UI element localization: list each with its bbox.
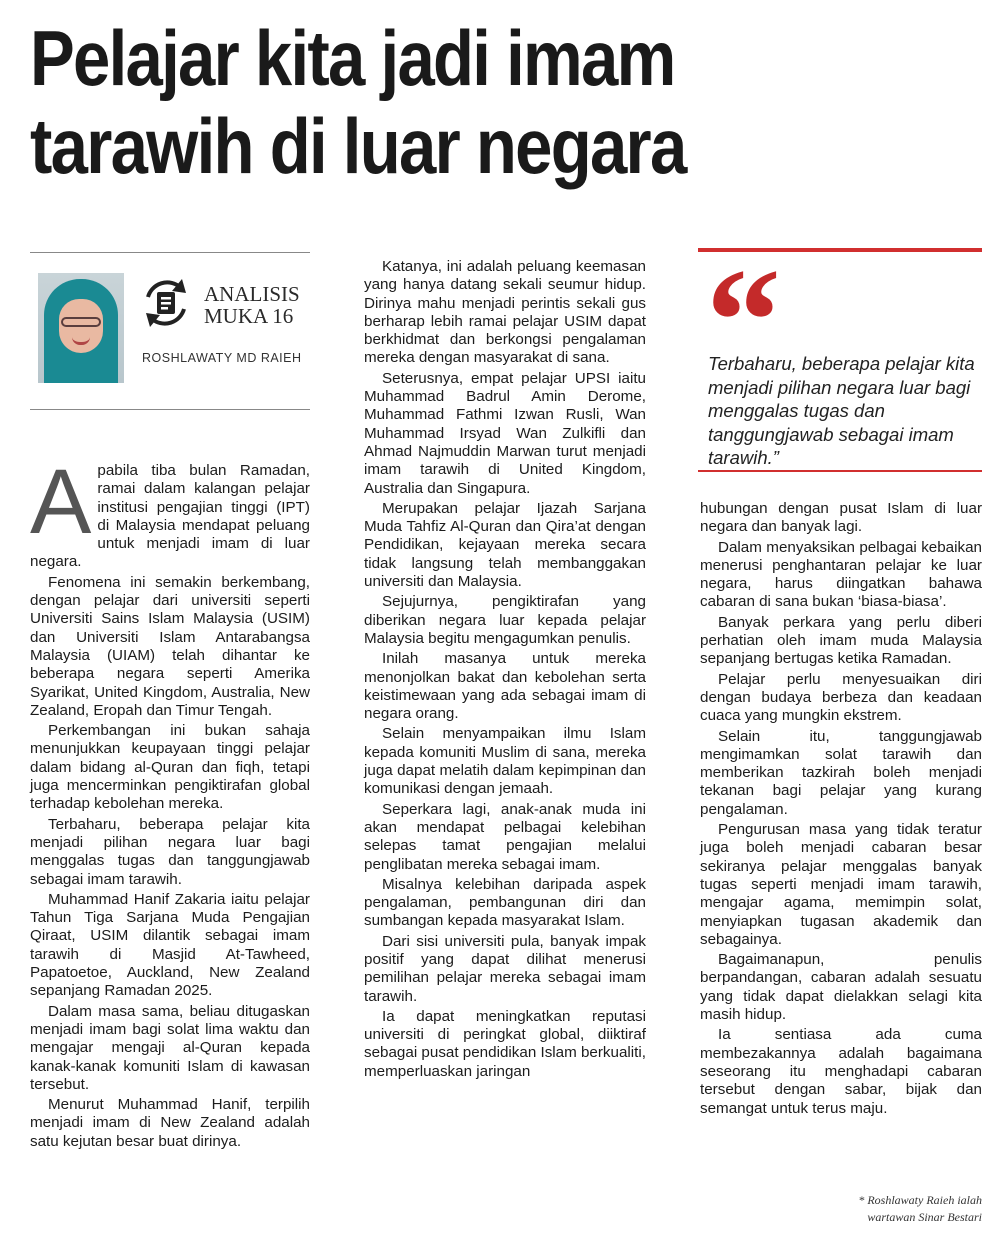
paragraph: Dalam masa sama, beliau ditugaskan menjadi imam bagi solat lima waktu dan mengajar mengaji al-Quran kepada kanak-kanak komuniti Islam di kawasan tersebut.: [30, 1002, 310, 1093]
footnote-line-1: * Roshlawaty Raieh ialah: [858, 1193, 982, 1207]
paragraph: Fenomena ini semakin berkembang, dengan pelajar dari universiti seperti Universiti Sains Islam Malaysia (USIM) dan Universiti Islam Antarabangsa Malaysia (UIAM) telah dihantar ke beberapa negara seperti Amerika Syarikat, United Kingdom, Australia, New Zealand, Eropah dan Timur Tengah.: [30, 573, 310, 719]
paragraph: Sejujurnya, pengiktirafan yang diberikan negara luar kepada pelajar Malaysia begitu mengagumkan penulis.: [364, 593, 646, 647]
paragraph: Merupakan pelajar Ijazah Sarjana Muda Tahfiz Al-Quran dan Qira’at dengan Pendidikan, kejayaan mereka secara tidak langsung telah membanggakan universiti dan Malaysia.: [364, 499, 646, 591]
author-footnote: [760, 1192, 982, 1226]
paragraph: Ia sentiasa ada cuma membezakannya adalah bagaimana seseorang itu menghadapi cabaran tersebut dengan sabar, bijak dan semangat untuk terus maju.: [700, 1026, 982, 1117]
paragraph: Perkembangan ini bukan sahaja menunjukkan keupayaan tinggi pelajar dalam bidang al-Quran dan fiqh, tetapi juga mencerminkan pengiktirafan global terhadap kebolehan mereka.: [30, 722, 310, 813]
paragraph: Dari sisi universiti pula, banyak impak positif yang dapat dilihat menerusi pemilihan pelajar mereka sebagai imam tarawih.: [364, 932, 646, 1005]
paragraph: Inilah masanya untuk mereka menonjolkan bakat dan kebolehan serta keistimewaan yang ada sebagai imam di negara orang.: [364, 650, 646, 723]
author-name: ROSHLAWATY MD RAIEH: [142, 351, 302, 365]
analysis-document-cycle-icon: [138, 275, 194, 331]
paragraph: Terbaharu, beberapa pelajar kita menjadi pilihan negara luar bagi menggalas tugas dan tanggungjawab sebagai imam tarawih.: [30, 815, 310, 888]
pull-quote-text: Terbaharu, beberapa pelajar kita menjadi pilihan negara luar bagi menggalas tugas dan tanggungjawab sebagai imam tarawih.”: [708, 353, 975, 468]
analysis-label: [204, 283, 314, 327]
paragraph: Menurut Muhammad Hanif, terpilih menjadi imam di New Zealand adalah satu kejutan besar buat dirinya.: [30, 1096, 310, 1150]
quote-mark-icon: “: [706, 238, 781, 404]
paragraph: Muhammad Hanif Zakaria iaitu pelajar Tahun Tiga Sarjana Muda Pengajian Qiraat, USIM dilantik sebagai imam tarawih di Masjid At-Tawheed, Papatoetoe, Auckland, New Zealand sepanjang Ramadan 2025.: [30, 890, 310, 1000]
analysis-label-line-2: MUKA 16: [204, 304, 294, 328]
drop-cap: A: [30, 451, 92, 553]
paragraph: Misalnya kelebihan daripada aspek pengalaman, pembangunan diri dan sumbangan kepada masyarakat Islam.: [364, 875, 646, 930]
paragraph: Selain menyampaikan ilmu Islam kepada komuniti Muslim di sana, mereka juga dapat melatih dalam kepimpinan dan komunikasi dengan jemaah.: [364, 725, 646, 798]
author-photo: [38, 273, 124, 383]
paragraph: Pengurusan masa yang tidak teratur juga boleh menjadi cabaran besar sekiranya pelajar menggalas banyak tugas seperti menjadi imam tarawih, mengajar agama, memimpin solat, menyiapkan tugasan akademik dan sebagainya.: [700, 821, 982, 948]
paragraph: Dalam menyaksikan pelbagai kebaikan menerusi penghantaran pelajar ke luar negara, harus diingatkan bahawa cabaran di sana bukan ‘biasa-biasa’.: [700, 538, 982, 611]
paragraph: Ia dapat meningkatkan reputasi universiti di peringkat global, diiktiraf sebagai pusat pendidikan Islam berkualiti, memperluaskan jaringan: [364, 1007, 646, 1080]
headline: [30, 14, 856, 190]
paragraph: Bagaimanapun, penulis berpandangan, cabaran adalah sesuatu yang tidak dapat dielakkan selagi kita masih hidup.: [700, 951, 982, 1024]
paragraph: Apabila tiba bulan Ramadan, ramai dalam kalangan pelajar institusi pengajian tinggi (IPT) di Malaysia mendapat peluang untuk menjadi imam di luar negara.: [30, 451, 310, 571]
paragraph: Banyak perkara yang perlu diberi perhatian oleh imam muda Malaysia sepanjang bertugas ketika Ramadan.: [700, 613, 982, 668]
paragraph: Pelajar perlu menyesuaikan diri dengan budaya berbeza dan keadaan cuaca yang mungkin ekstrem.: [700, 670, 982, 725]
headline-line-2: tarawih di luar negara: [30, 102, 686, 190]
article-column-1: [30, 451, 310, 1153]
paragraph: Selain itu, tanggungjawab mengimamkan solat tarawih dan memberikan tazkirah boleh menjadi tekanan bagi pelajar yang kurang pengalaman.: [700, 727, 982, 818]
footnote-line-2: wartawan Sinar Bestari: [867, 1210, 982, 1224]
article-column-2: [364, 258, 646, 1083]
paragraph: Seterusnya, empat pelajar UPSI iaitu Muhammad Badrul Amin Derome, Muhammad Fathmi Izwan Rusli, Wan Muhammad Irsyad Wan Zulkifli dan Ahmad Najmuddin Marwan turut menjadi imam tarawih di United Kingdom, Australia dan Singapura.: [364, 369, 646, 497]
paragraph: Seperkara lagi, anak-anak muda ini akan mendapat pelbagai kelebihan selepas tamat pengajian melalui penglibatan mereka sebagai imam.: [364, 800, 646, 873]
headline-line-1: Pelajar kita jadi imam: [30, 14, 675, 102]
analysis-label-line-1: ANALISIS: [204, 282, 300, 306]
author-box: [30, 252, 310, 410]
paragraph: hubungan dengan pusat Islam di luar negara dan banyak lagi.: [700, 500, 982, 536]
article-column-3: [700, 500, 982, 1120]
pull-quote: [698, 238, 982, 472]
paragraph: Katanya, ini adalah peluang keemasan yang hanya datang sekali seumur hidup. Dirinya mahu menjadi perintis sekali gus berharap lebih ramai pelajar USIM dapat berkhidmat dan berkongsi pengalaman mereka dengan masyarakat di sana.: [364, 258, 646, 367]
